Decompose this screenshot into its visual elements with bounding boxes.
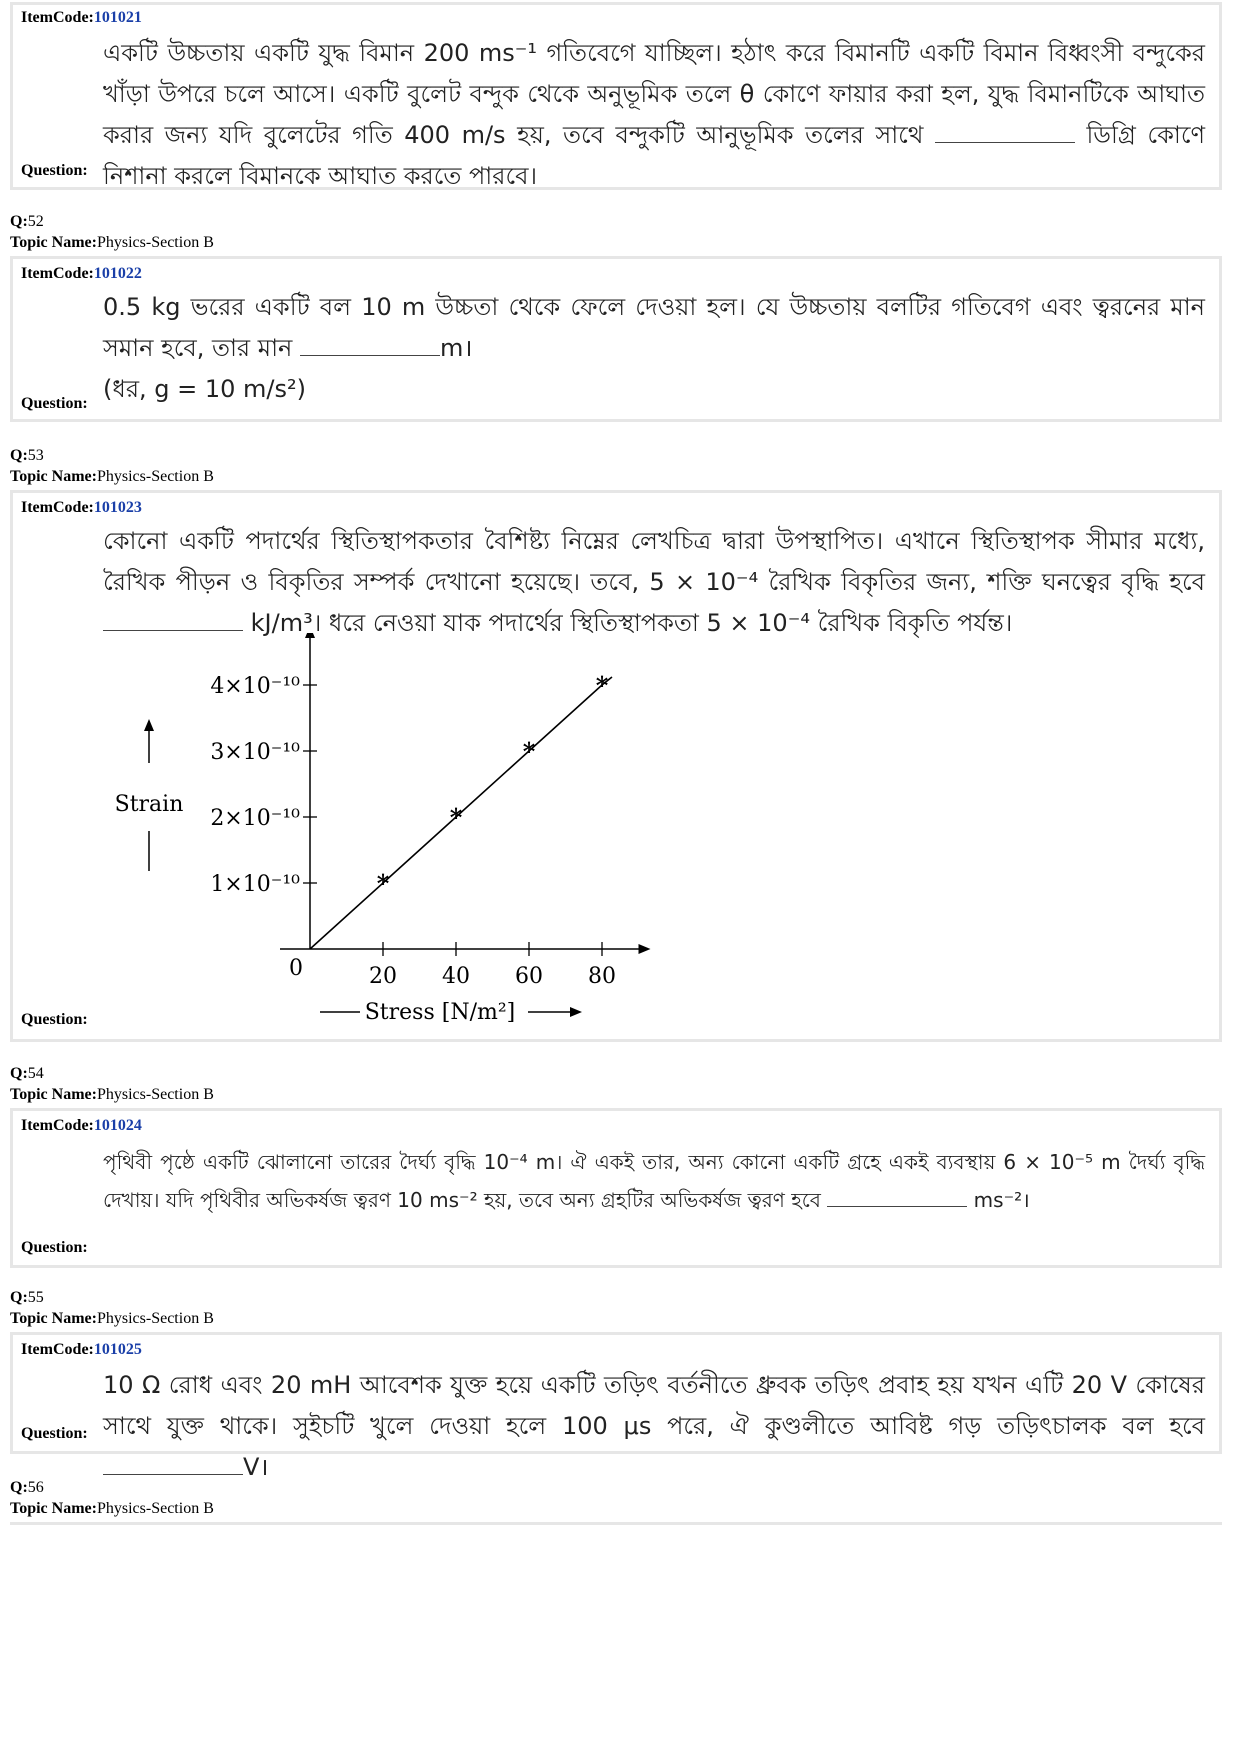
answer-blank [103,606,243,631]
question-number: Q:53 [10,447,44,464]
data-point: * [522,737,536,766]
question-text: একটি উচ্চতায় একটি যুদ্ধ বিমান 200 ms⁻¹ গতিবেগে যাচ্ছিল। হঠাৎ করে বিমানটি একটি বিমান বিধ্বংসী বন্দুকের খাঁড়া উপরে চলে আসে। একটি বুলেট বন্দুক থেকে অনুভূমিক তলে θ কোণে ফায়ার করা হল, যুদ্ধ বিমানটিকে আঘাত করার জন্য যদি বুলেটের গতি 400 m/s হয়, তবে বন্দুকটি আনুভূমিক তলের সাথে ডিগ্রি কোণে নিশানা করলে বিমানকে আঘাত করতে পারবে। [103,39,1205,190]
question-box-101022 [10,256,1222,422]
y-tick-label: 1×10⁻¹⁰ [210,872,300,897]
item-code: 101024 [93,1117,142,1134]
question-label: Question: [21,1011,88,1028]
x-tick-label: 0 [289,956,303,981]
question-note: (ধর, g = 10 m/s²) [103,375,306,403]
x-tick-label: 80 [588,964,616,989]
item-code-line: ItemCode:101021 [21,9,142,26]
next-box-top-border [10,1522,1222,1525]
y-tick-label: 2×10⁻¹⁰ [210,806,300,831]
question-text: কোনো একটি পদার্থের স্থিতিস্থাপকতার বৈশিষ্ট্য নিম্নের লেখচিত্র দ্বারা উপস্থাপিত। এখানে স্থিতিস্থাপক সীমার মধ্যে, রৈখিক পীড়ন ও বিকৃতির সম্পর্ক দেখানো হয়েছে। তবে, 5 × 10⁻⁴ রৈখিক বিকৃতির জন্য, শক্তি ঘনত্বের বৃদ্ধি হবে kJ/m³। ধরে নেওয়া যাক পদার্থের স্থিতিস্থাপকতা 5 × 10⁻⁴ রৈখিক বিকৃতি পর্যন্ত। [103,527,1205,637]
chart-svg [113,633,673,1033]
xlabel-arrow-head [570,1007,582,1017]
x-tick-label: 60 [515,964,543,989]
question-box-101024 [10,1108,1222,1268]
y-axis-arrow [305,633,315,638]
question-number: Q:56 [10,1479,44,1496]
x-tick-label: 40 [442,964,470,989]
question-box-101021 [10,2,1222,190]
answer-blank [935,118,1075,143]
question-text: 10 Ω রোধ এবং 20 mH আবেশক যুক্ত হয়ে একটি তড়িৎ বর্তনীতে ধ্রুবক তড়িৎ প্রবাহ হয় যখন এটি 20 V কোষের সাথে যুক্ত থাকে। সুইচটি খুলে দেওয়া হলে 100 μs পরে, ঐ কুণ্ডলীতে আবিষ্ট গড় তড়িৎচালক বল হবে V। [103,1371,1205,1481]
answer-blank [300,331,440,356]
question-label: Question: [21,395,88,412]
question-box-101023 [10,490,1222,1042]
item-code-line: ItemCode:101023 [21,499,142,516]
data-point: * [376,869,390,898]
item-code: 101023 [93,499,142,516]
topic-name: Topic Name:Physics-Section B [10,468,214,485]
question-number: Q:52 [10,213,44,230]
topic-name: Topic Name:Physics-Section B [10,1310,214,1327]
question-number: Q:55 [10,1289,44,1306]
x-axis-arrow [639,944,651,954]
item-code: 101025 [93,1341,142,1358]
item-code: 101022 [93,265,142,282]
answer-blank [827,1186,967,1207]
question-text: 0.5 kg ভরের একটি বল 10 m উচ্চতা থেকে ফেলে দেওয়া হল। যে উচ্চতায় বলটির গতিবেগ এবং ত্বরনের মান সমান হবে, তার মান m। [103,293,1205,362]
x-tick-label: 20 [369,964,397,989]
ylabel-arrow-head [144,719,154,731]
question-number: Q:54 [10,1065,44,1082]
question-label: Question: [21,1239,88,1256]
item-code-line: ItemCode:101024 [21,1117,142,1134]
question-box-101025 [10,1332,1222,1481]
x-axis-label: Stress [N/m²] [364,1000,516,1025]
question-label: Question: [21,1425,88,1442]
item-code-line: ItemCode:101022 [21,265,142,282]
y-tick-label: 3×10⁻¹⁰ [210,740,300,765]
question-label: Question: [21,162,88,179]
item-code: 101021 [93,9,142,26]
answer-blank [103,1450,243,1475]
question-text: পৃথিবী পৃষ্ঠে একটি ঝোলানো তারের দৈর্ঘ্য বৃদ্ধি 10⁻⁴ m। ঐ একই তার, অন্য কোনো একটি গ্রহে একই ব্যবস্থায় 6 × 10⁻⁵ m দৈর্ঘ্য বৃদ্ধি দেখায়। যদি পৃথিবীর অভিকর্ষজ ত্বরণ 10 ms⁻² হয়, তবে অন্য গ্রহটির অভিকর্ষজ ত্বরণ হবে ms⁻²। [103,1150,1205,1212]
y-tick-label: 4×10⁻¹⁰ [210,674,300,699]
topic-name: Topic Name:Physics-Section B [10,1500,214,1517]
data-point: * [595,671,609,700]
y-axis-label: Strain [114,792,184,817]
topic-name: Topic Name:Physics-Section B [10,234,214,251]
item-code-line: ItemCode:101025 [21,1341,142,1358]
data-point: * [449,803,463,832]
topic-name: Topic Name:Physics-Section B [10,1086,214,1103]
stress-strain-chart [113,633,673,1038]
